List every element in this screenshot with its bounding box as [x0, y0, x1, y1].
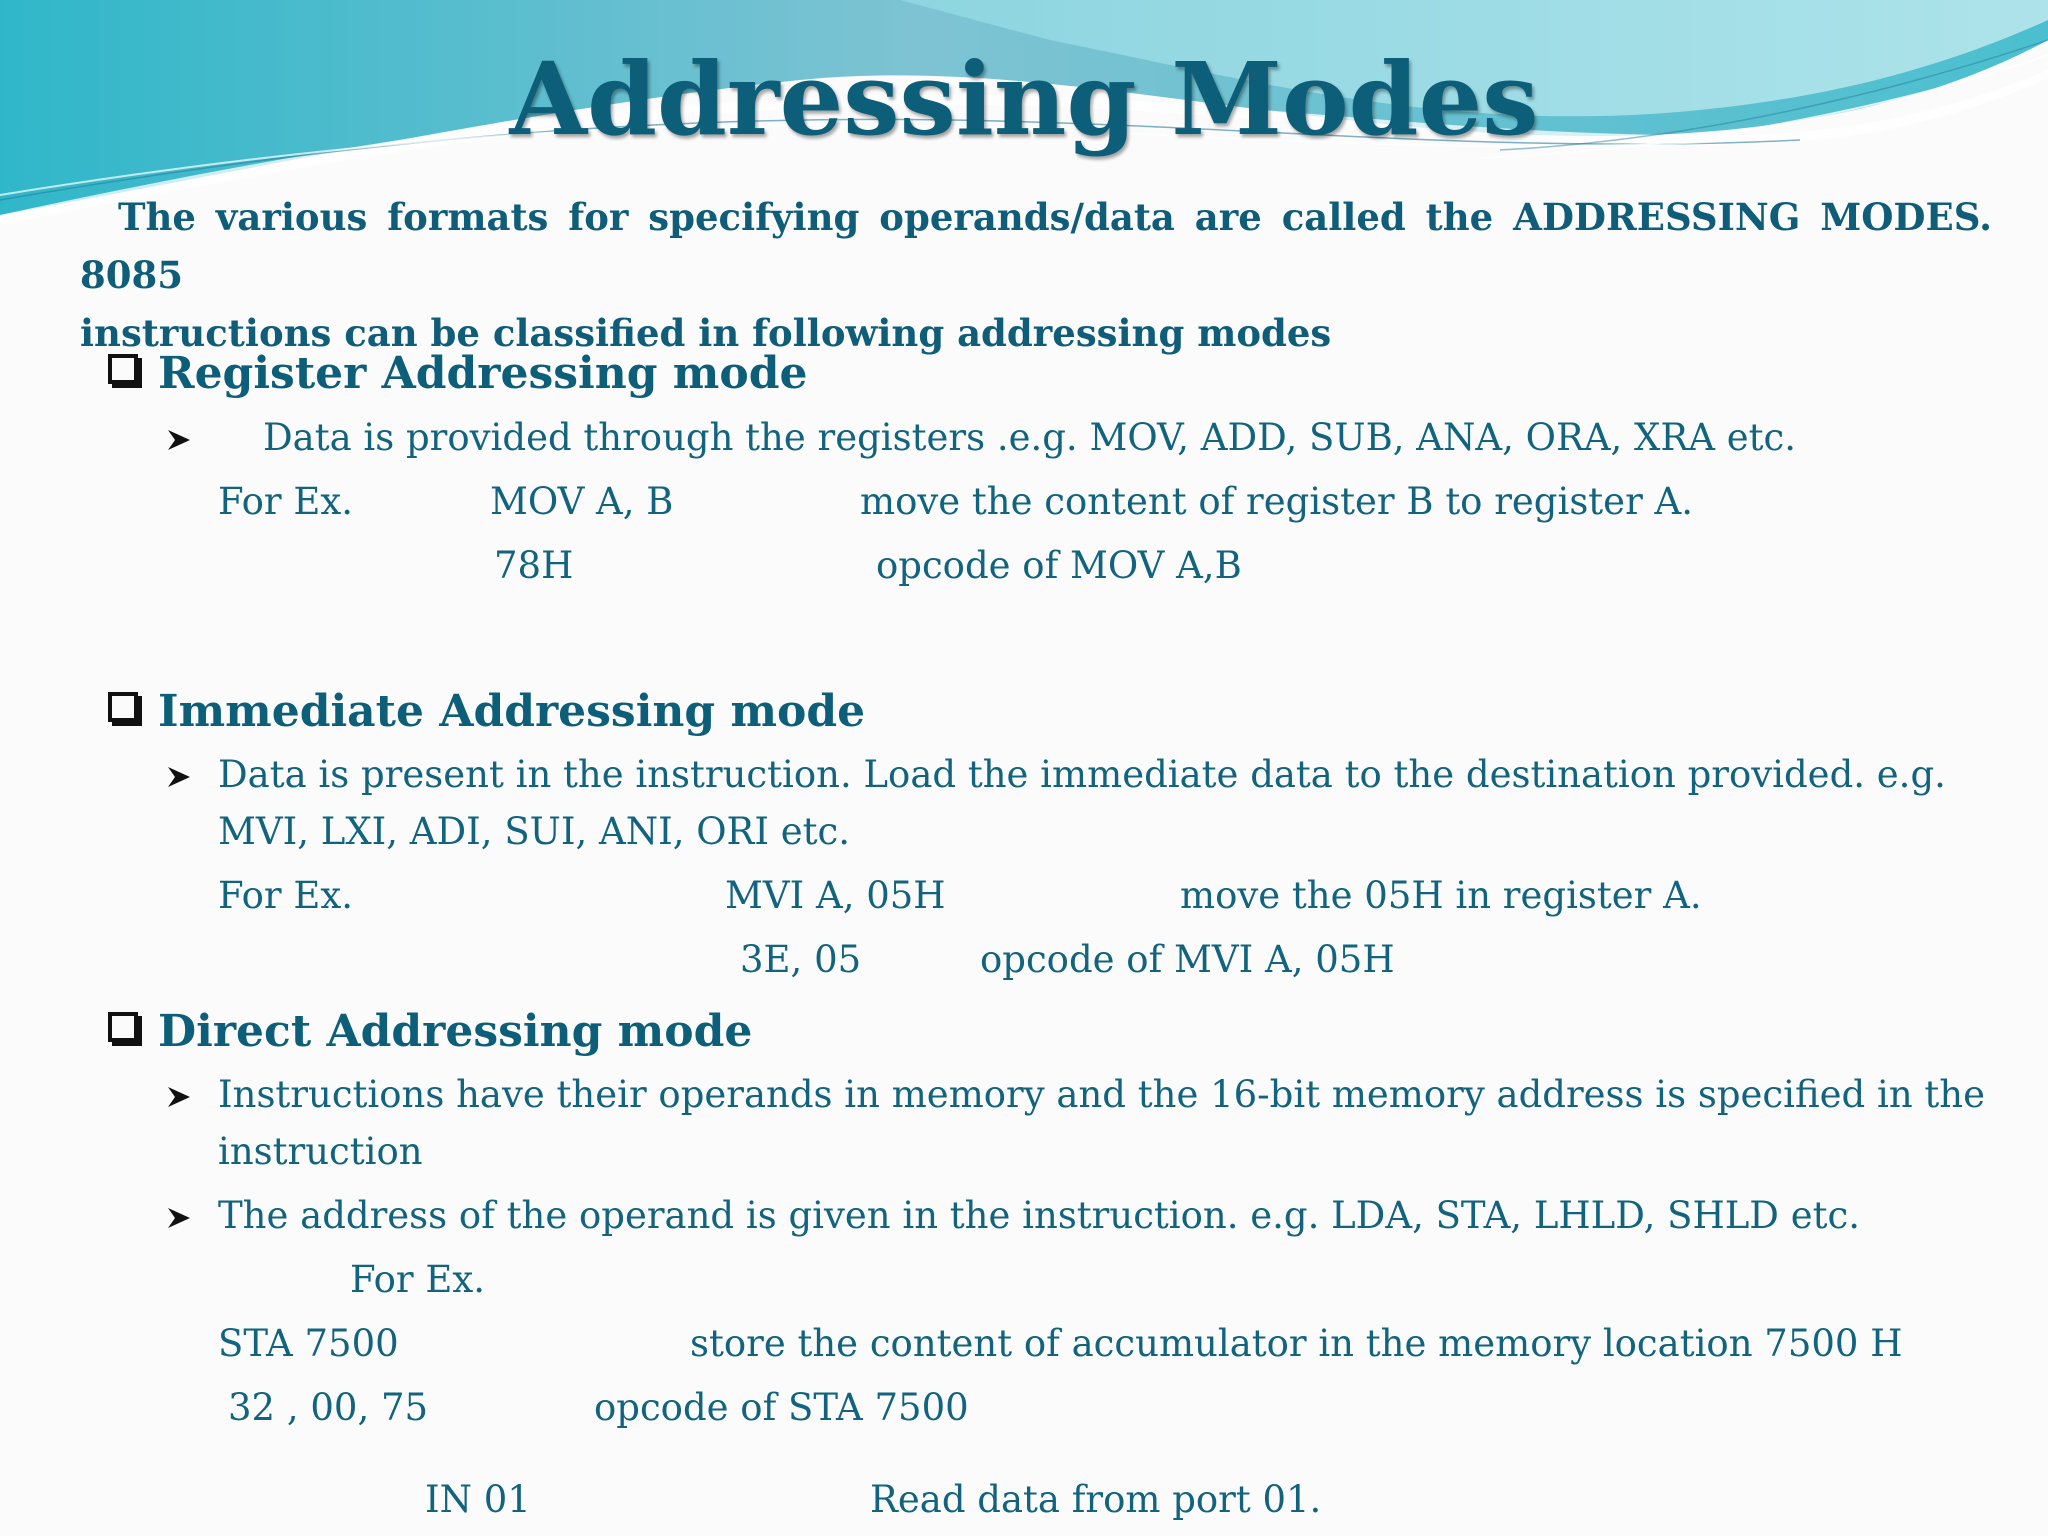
register-example-instruction: MOV A, B: [490, 480, 674, 523]
immediate-bullet-1-line-2: MVI, LXI, ADI, SUI, ANI, ORI etc.: [218, 810, 851, 853]
immediate-bullet-1-line-1: Data is present in the instruction. Load the immediate data to the destination provided. e.g.: [218, 753, 1946, 796]
direct-example-2-description: Read data from port 01.: [870, 1478, 1322, 1521]
direct-example-label: For Ex.: [350, 1258, 486, 1301]
direct-bullet-1-line-1: Instructions have their operands in memory and the 16-bit memory address is specified in the: [218, 1073, 1986, 1116]
immediate-example-description: move the 05H in register A.: [1180, 874, 1702, 917]
register-bullet-1: Data is provided through the registers .e.g. MOV, ADD, SUB, ANA, ORA, XRA etc.: [263, 416, 1796, 459]
register-example-opcode-description: opcode of MOV A,B: [876, 544, 1242, 587]
direct-bullet-1-line-2: instruction: [218, 1130, 423, 1173]
register-example-opcode: 78H: [494, 544, 574, 587]
slide-title: Addressing Modes: [509, 40, 1539, 158]
arrow-bullet-icon: [166, 428, 192, 452]
arrow-bullet-icon: [166, 1085, 192, 1109]
direct-example-2-instruction: IN 01: [425, 1478, 531, 1521]
arrow-bullet-icon: [166, 765, 192, 789]
immediate-example-instruction: MVI A, 05H: [725, 874, 946, 917]
checkbox-bullet-icon: [108, 1012, 138, 1042]
immediate-example-opcode-description: opcode of MVI A, 05H: [980, 938, 1395, 981]
direct-example-opcode-description: opcode of STA 7500: [594, 1386, 969, 1429]
register-mode-heading: [108, 348, 807, 399]
direct-bullet-2: The address of the operand is given in the instruction. e.g. LDA, STA, LHLD, SHLD etc.: [218, 1194, 1860, 1237]
immediate-mode-title: Immediate Addressing mode: [158, 686, 866, 737]
checkbox-bullet-icon: [108, 692, 138, 722]
immediate-example-label: For Ex.: [218, 874, 354, 917]
direct-mode-title: Direct Addressing mode: [158, 1006, 753, 1057]
register-mode-title: Register Addressing mode: [158, 348, 808, 399]
direct-example-description: store the content of accumulator in the memory location 7500 H: [690, 1322, 1903, 1365]
direct-example-instruction: STA 7500: [218, 1322, 399, 1365]
register-example-label: For Ex.: [218, 480, 354, 523]
intro-line-2: instructions can be classified in following addressing modes: [80, 311, 1332, 355]
immediate-example-opcode: 3E, 05: [740, 938, 862, 981]
checkbox-bullet-icon: [108, 354, 138, 384]
arrow-bullet-icon: [166, 1206, 192, 1230]
intro-line-1: The various formats for specifying operands/data are called the ADDRESSING MODES. 8085: [80, 195, 1992, 297]
direct-example-opcode: 32 , 00, 75: [228, 1386, 429, 1429]
immediate-mode-heading: [108, 686, 865, 737]
register-example-description: move the content of register B to register A.: [860, 480, 1694, 523]
direct-mode-heading: [108, 1006, 752, 1057]
intro-paragraph: [80, 188, 1992, 362]
